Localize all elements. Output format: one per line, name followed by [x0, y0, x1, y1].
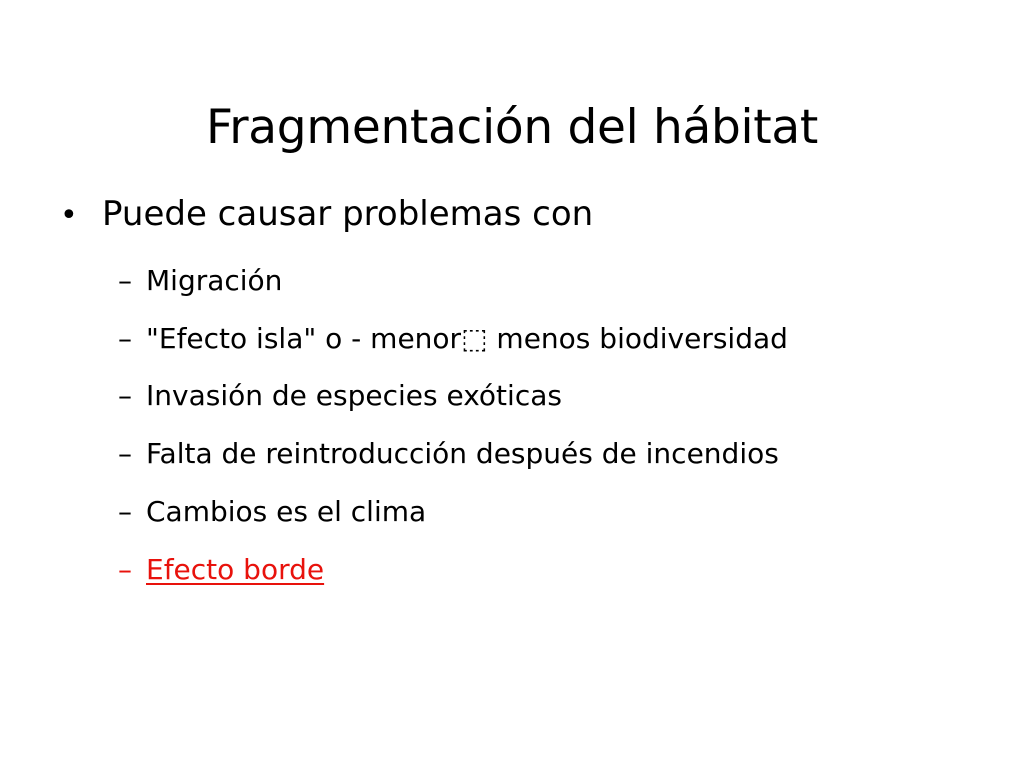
- sub-item-invasion: [118, 367, 788, 425]
- bullet-marker: •: [60, 198, 78, 233]
- dash-marker: –: [118, 494, 132, 528]
- sub-item-text: "Efecto isla" o - menor⬚ menos biodiversidad: [146, 321, 788, 355]
- sub-item-efecto-borde-link[interactable]: [118, 541, 788, 599]
- slide-title: Fragmentación del hábitat: [205, 100, 819, 156]
- main-bullet: [60, 188, 593, 242]
- sub-item-text: Migración: [146, 264, 283, 297]
- sub-item-migracion: [118, 252, 788, 310]
- sub-item-text: Cambios es el clima: [146, 494, 427, 528]
- sub-bullet-list: [118, 252, 788, 598]
- sub-item-efecto-isla: [118, 310, 788, 368]
- dash-marker: –: [118, 552, 132, 586]
- sub-item-text: Falta de reintroducción después de incendios: [146, 437, 779, 471]
- dash-marker: –: [118, 264, 132, 297]
- dash-marker: –: [118, 437, 132, 471]
- efecto-borde-link[interactable]: Efecto borde: [146, 552, 325, 586]
- dash-marker: –: [118, 379, 132, 413]
- dash-marker: –: [118, 321, 132, 355]
- sub-item-text: Invasión de especies exóticas: [146, 379, 562, 413]
- main-bullet-text: Puede causar problemas con: [102, 194, 594, 234]
- sub-item-clima: [118, 483, 788, 541]
- sub-item-reintroduccion: [118, 425, 788, 483]
